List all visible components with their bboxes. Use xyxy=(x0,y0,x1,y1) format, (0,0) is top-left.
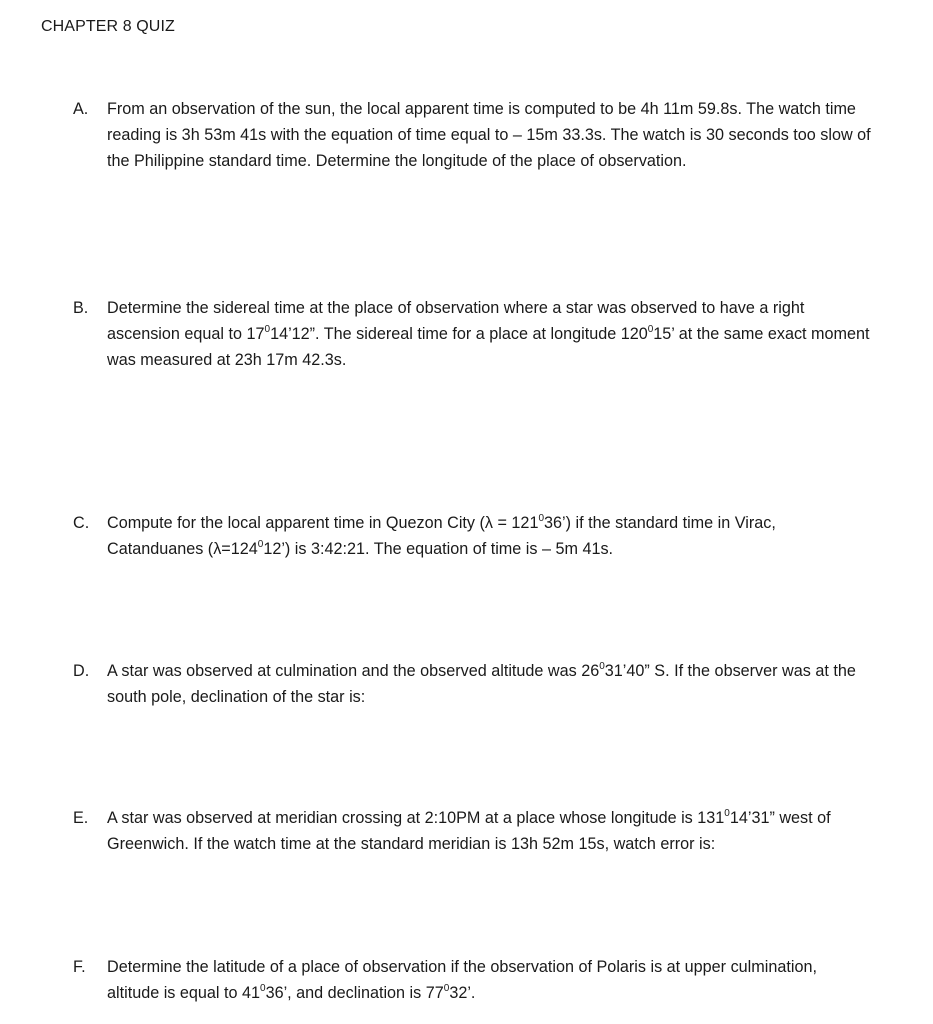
text-segment: Determine the latitude of a place of observation if the observation of Polaris is at upper culmination, altitude is equal to 41 xyxy=(107,958,817,1002)
degree-superscript: 0 xyxy=(724,807,730,819)
text-segment: 36’, and declination is 77 xyxy=(265,984,444,1002)
text-segment: A star was observed at meridian crossing at 2:10PM at a place whose longitude is 131 xyxy=(107,809,725,827)
degree-superscript: 0 xyxy=(538,512,545,524)
question-text xyxy=(107,295,873,373)
question-e xyxy=(73,805,873,857)
text-segment: 14’12”. The sidereal time for a place at longitude 120 xyxy=(270,325,648,343)
degree-superscript: 0 xyxy=(647,323,654,335)
question-letter: F. xyxy=(73,958,86,976)
question-text xyxy=(107,510,873,562)
question-text xyxy=(107,658,873,710)
page-title: CHAPTER 8 QUIZ xyxy=(41,18,175,35)
text-segment: Determine the sidereal time at the place of observation where a star was observed to have a right ascension equal to 17 xyxy=(107,299,805,343)
question-letter: E. xyxy=(73,809,89,827)
degree-superscript: 0 xyxy=(264,323,271,335)
text-segment: A star was observed at culmination and the observed altitude was 26 xyxy=(107,662,600,680)
question-b xyxy=(73,295,873,373)
text-segment: 15’ at the same exact moment was measured at 23h 17m 42.3s. xyxy=(107,325,870,369)
text-segment: 31’40” S. If the observer was at the south pole, declination of the star is: xyxy=(107,662,856,706)
question-text xyxy=(107,954,873,1006)
question-text xyxy=(107,805,873,857)
text-segment: 36’) if the standard time in Virac, Catanduanes (λ=124 xyxy=(107,514,776,558)
text-segment: 14’31” west of Greenwich. If the watch time at the standard meridian is 13h 52m 15s, watch error is: xyxy=(107,809,831,853)
question-c xyxy=(73,510,873,562)
degree-superscript: 0 xyxy=(260,982,266,994)
degree-superscript: 0 xyxy=(257,538,264,550)
text-segment: 12’) is 3:42:21. The equation of time is – 5m 41s. xyxy=(263,540,614,558)
degree-superscript: 0 xyxy=(599,660,605,672)
text-segment: Compute for the local apparent time in Quezon City (λ = 121 xyxy=(107,514,539,532)
question-f xyxy=(73,954,873,1006)
question-d xyxy=(73,658,873,710)
question-text: From an observation of the sun, the local apparent time is computed to be 4h 11m 59.8s. The watch time reading is 3h 53m 41s with the equation of time equal to – 15m 33.3s. The watch is 30 seconds too slow of the Philippine standard time. Determine the longitude of the place of observation. xyxy=(107,100,871,170)
question-a xyxy=(73,96,873,174)
question-letter: B. xyxy=(73,299,89,317)
question-letter: C. xyxy=(73,514,90,532)
question-letter: A. xyxy=(73,100,89,118)
text-segment: 32’. xyxy=(449,984,476,1002)
degree-superscript: 0 xyxy=(443,982,450,994)
question-letter: D. xyxy=(73,662,90,680)
